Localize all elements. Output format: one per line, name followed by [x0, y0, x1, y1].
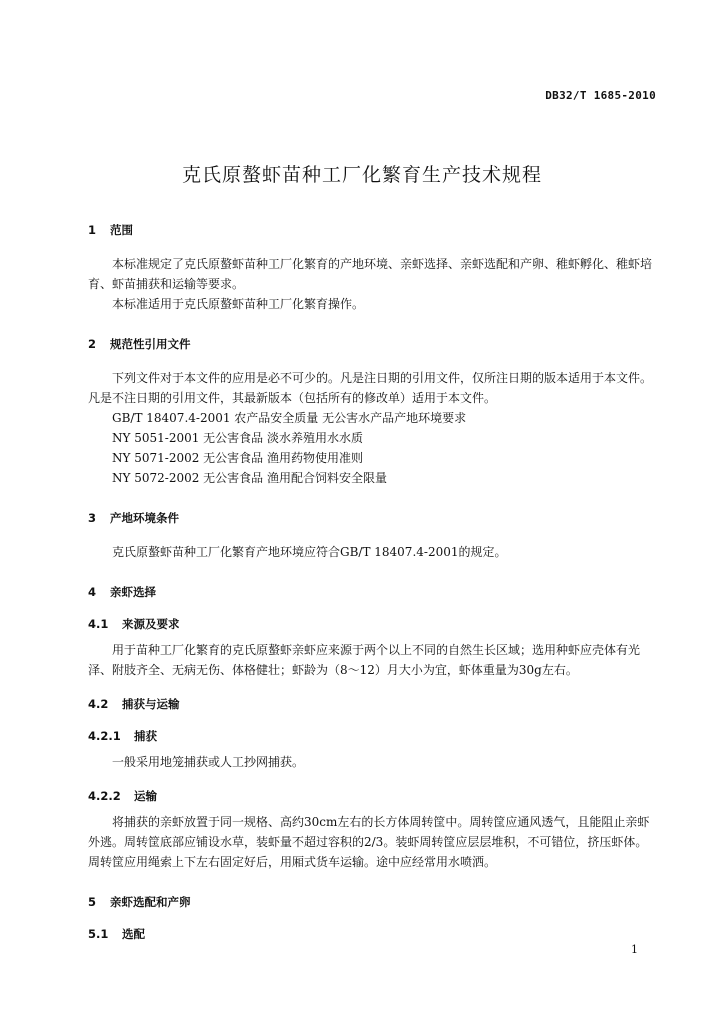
reference-item: NY 5051-2001 无公害食品 淡水养殖用水水质 [112, 431, 363, 445]
section-heading-3: 3 产地环境条件 [88, 511, 180, 525]
paragraph: 一般采用地笼捕获或人工抄网捕获。 [112, 755, 305, 769]
section-heading-4-2: 4.2 捕获与运输 [88, 697, 180, 711]
section-heading-4: 4 亲虾选择 [88, 585, 157, 599]
standard-code: DB32/T 1685-2010 [545, 89, 656, 102]
paragraph: 本标准规定了克氏原螯虾苗种工厂化繁育的产地环境、亲虾选择、亲虾选配和产卵、稚虾孵化、稚虾培育、虾苗捕获和运输等要求。 [88, 257, 653, 291]
paragraph: 克氏原螯虾苗种工厂化繁育产地环境应符合GB/T 18407.4-2001的规定。 [112, 545, 507, 559]
section-heading-4-1: 4.1 来源及要求 [88, 617, 180, 631]
section-heading-4-2-2: 4.2.2 运输 [88, 789, 158, 803]
section-heading-5: 5 亲虾选配和产卵 [88, 895, 191, 909]
paragraph: 下列文件对于本文件的应用是必不可少的。凡是注日期的引用文件，仅所注日期的版本适用于本文件。凡是不注日期的引用文件，其最新版本（包括所有的修改单）适用于本文件。 [88, 371, 653, 405]
section-heading-2: 2 规范性引用文件 [88, 337, 191, 351]
section-heading-4-2-1: 4.2.1 捕获 [88, 729, 158, 743]
document-body [88, 222, 658, 950]
section-heading-1: 1 范围 [88, 223, 134, 237]
section-heading-5-1: 5.1 选配 [88, 927, 146, 941]
paragraph: 本标准适用于克氏原螯虾苗种工厂化繁育操作。 [112, 297, 365, 311]
reference-item: NY 5071-2002 无公害食品 渔用药物使用准则 [112, 451, 363, 465]
page-number: 1 [631, 943, 638, 956]
reference-item: NY 5072-2002 无公害食品 渔用配合饲料安全限量 [112, 471, 387, 485]
document-title: 克氏原螯虾苗种工厂化繁育生产技术规程 [181, 164, 542, 186]
paragraph: 用于苗种工厂化繁育的克氏原螯虾亲虾应来源于两个以上不同的自然生长区域；选用种虾应壳体有光泽、附肢齐全、无病无伤、体格健壮；虾龄为（8～12）月大小为宜，虾体重量为30g左右。 [88, 643, 641, 677]
paragraph: 将捕获的亲虾放置于同一规格、高约30cm左右的长方体周转筐中。周转筐应通风透气，且能阻止亲虾外逃。周转筐底部应铺设水草，装虾量不超过容积的2/3。装虾周转筐应层层堆积，不可错位，挤压虾体。周转筐应用绳索上下左右固定好后，用厢式货车运输。途中应经常用水喷洒。 [88, 815, 650, 869]
reference-item: GB/T 18407.4-2001 农产品安全质量 无公害水产品产地环境要求 [112, 411, 467, 425]
